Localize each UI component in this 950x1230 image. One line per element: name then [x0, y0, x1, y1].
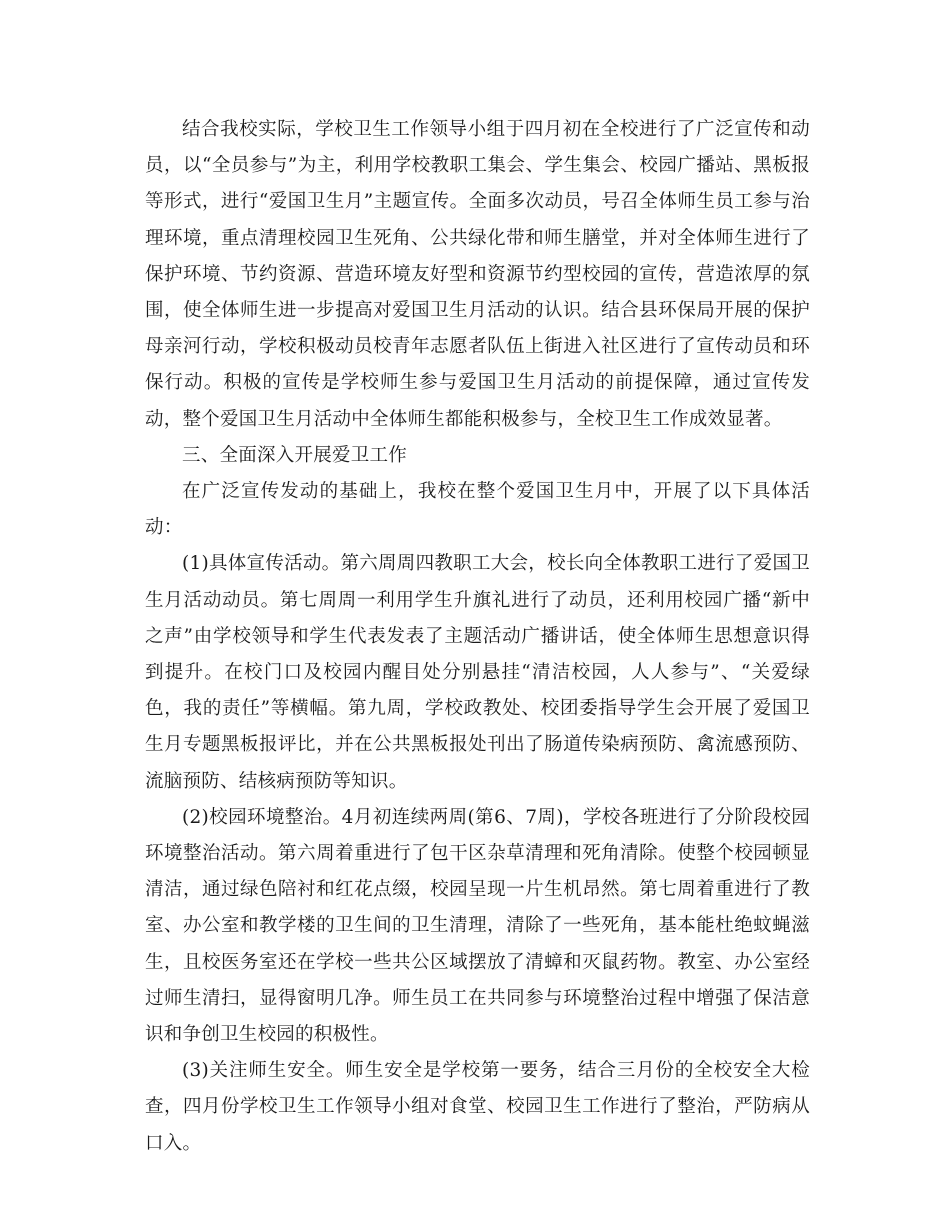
section-heading-three: 三、全面深入开展爱卫工作	[182, 444, 408, 466]
paragraph-item-3-safety: (3)关注师生安全。师生安全是学校第一要务，结合三月份的全校安全大检查，四月份学校卫生工作领导小组对食堂、校园卫生工作进行了整治，严防病从口入。	[145, 1060, 810, 1154]
paragraph-item-2-environment: (2)校园环境整治。4月初连续两周(第6、7周)，学校各班进行了分阶段校园环境整治活动。第六周着重进行了包干区杂草清理和死角清除。使整个校园顿显清洁，通过绿色陪衬和红花点缀，校园呈现一片生机昂然。第七周着重进行了教室、办公室和教学楼的卫生间的卫生清理，清除了一些死角，基本能杜绝蚊蝇滋生，且校医务室还在学校一些共公区域摆放了清蟑和灭鼠药物。教室、办公室经过师生清扫，显得窗明几净。师生员工在共同参与环境整治过程中增强了保洁意识和争创卫生校园的积极性。	[145, 806, 810, 1046]
paragraph-activities-intro: 在广泛宣传发动的基础上，我校在整个爱国卫生月中，开展了以下具体活动：	[145, 481, 810, 539]
document-body	[145, 112, 810, 1162]
paragraph-item-1-publicity: (1)具体宣传活动。第六周周四教职工大会，校长向全体教职工进行了爱国卫生月活动动员。第七周周一利用学生升旗礼进行了动员，还利用校园广播“新中之声”由学校领导和学生代表发表了主题活动广播讲话，使全体师生思想意识得到提升。在校门口及校园内醒目处分别悬挂“清洁校园，人人参与”、“关爱绿色，我的责任”等横幅。第九周，学校政教处、校团委指导学生会开展了爱国卫生月专题黑板报评比，并在公共黑板报处刊出了肠道传染病预防、禽流感预防、流脑预防、结核病预防等知识。	[145, 553, 810, 792]
paragraph-publicity-summary: 结合我校实际，学校卫生工作领导小组于四月初在全校进行了广泛宣传和动员，以“全员参与”为主，利用学校教职工集会、学生集会、校园广播站、黑板报等形式，进行“爱国卫生月”主题宣传。全面多次动员，号召全体师生员工参与治理环境，重点清理校园卫生死角、公共绿化带和师生膳堂，并对全体师生进行了保护环境、节约资源、营造环境友好型和资源节约型校园的宣传，营造浓厚的氛围，使全体师生进一步提高对爱国卫生月活动的认识。结合县环保局开展的保护母亲河行动，学校积极动员校青年志愿者队伍上街进入社区进行了宣传动员和环保行动。积极的宣传是学校师生参与爱国卫生月活动的前提保障，通过宣传发动，整个爱国卫生月活动中全体师生都能积极参与，全校卫生工作成效显著。	[145, 119, 810, 430]
